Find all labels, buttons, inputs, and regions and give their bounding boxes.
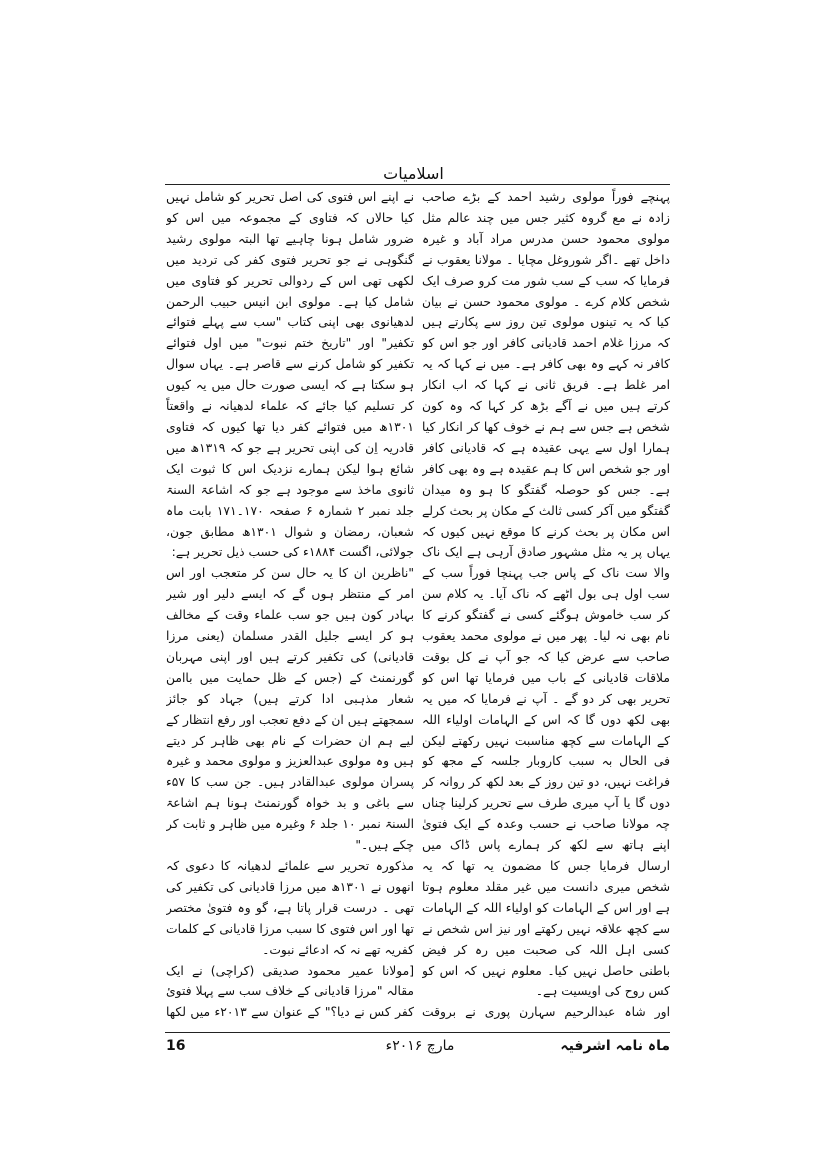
right-column bbox=[422, 187, 670, 1027]
footer-journal-name: ماہ نامہ اشرفیہ bbox=[560, 1038, 670, 1054]
footer-date: مارچ ۲۰۱۶ء bbox=[385, 1038, 455, 1054]
page-header: اسلامیات bbox=[383, 164, 444, 183]
quote-paragraph: "ناظرین ان کا یہ حال سن کر متعجب اور اس امر کے منتظر ہوں گے کہ ایسے دلیر اور شیر بہادر کون ہیں جو سب علماء وقت کے مخالف ہو کر ایسے جلیل القدر مسلمان (یعنی مرزا قادیانی) کی تکفیر کرتے ہیں اور اپنی مہربان گورنمنٹ کے (جس کے ظل حمایت میں باامن شعار مذہبی ادا کرتے ہیں) جہاد کو جائز سمجھتے ہیں ان کے دفع تعجب اور رفع انتظار کے لیے ہم ان حضرات کے نام بھی ظاہر کر دیتے ہیں وہ مولوی عبدالعزیز و مولوی محمد و غیرہ پسران مولوی عبدالقادر ہیں۔ جن سب کا ۵۷ء سے باغی و بد خواہ گورنمنٹ ہونا ہم اشاعۃ السنۃ نمبر ۱۰ جلد ۶ وغیرہ میں ظاہر و ثابت کر چکے ہیں۔" bbox=[166, 566, 414, 853]
paragraph: مذکورہ تحریر سے علمائے لدھیانہ کا دعوی کہ انھوں نے ۱۳۰۱ھ میں مرزا قادیانی کی تکفیر کی تھی ۔ درست قرار پاتا ہے، گو وہ فتویٰ مختصر تھا اور اس فتوی کا سبب مرزا قادیانی کے کلمات کفریہ تھے نہ کہ ادعائے نبوت۔ bbox=[166, 859, 414, 957]
left-column bbox=[166, 187, 414, 1027]
paragraph: پہنچے فوراً مولوی رشید احمد کے بڑے صاحب زادہ نے مع گروہ کثیر جس میں چند عالم مثل مولوی محمود حسن مدرس مراد آباد و غیرہ داخل تھے ۔اگر شوروغل مچایا ۔ مولانا یعقوب نے فرمایا کہ سب کے سب شور مت کرو صرف ایک شخص کلام کرے ۔ مولوی محمود حسن نے بیان کیا کہ یہ تینوں مولوی تین روز سے پکارتے ہیں کہ مرزا غلام احمد قادیانی کافر اور جو اس کو کافر نہ کہے وہ بھی کافر ہے۔ میں نے کہا کہ یہ امر غلط ہے۔ فریق ثانی نے کہا کہ اب انکار کرتے ہیں میں نے آگے بڑھ کر کہا کہ وہ کون شخص ہے جس سے ہم نے خوف کھا کر انکار کیا ہمارا اول سے یہی عقیدہ ہے کہ قادیانی کافر اور جو شخص اس کا ہم عقیدہ ہے وہ بھی کافر ہے۔ جس کو حوصلہ گفتگو کا ہو وہ میدان گفتگو میں آکر کسی ثالث کے مکان پر بحث کرلے اس مکان پر بحث کرنے کا موقع نہیں کیوں کہ یہاں پر یہ مثل مشہور صادق آرہی ہے ایک ناک والا ست ناک کے پاس جب پہنچا فوراً سب کے سب اول ہی بول اٹھے کہ ناک آیا۔ یہ کلام سن کر سب خاموش ہوگئے کسی نے گفتگو کرنے کا نام بھی نہ لیا۔ پھر میں نے مولوی محمد یعقوب صاحب سے عرض کیا کہ جو آپ نے کل بوقت ملاقات قادیانی کے باب میں فرمایا تھا اس کو تحریر بھی کر دو گے ۔ آپ نے فرمایا کہ میں یہ بھی لکھ دوں گا کہ اس کے الہامات اولیاء اللہ کے الہامات سے کچھ مناسبت نہیں رکھتے لیکن فی الحال بہ سبب کاروبار جلسہ کے مجھ کو فراغت نہیں، دو تین روز کے بعد لکھ کر روانہ کر دوں گا یا آپ میری طرف سے تحریر کرلینا چناں چہ مولانا صاحب نے حسب وعدہ کے ایک فتویٰ اپنے ہاتھ سے لکھ کر ہمارے پاس ڈاک میں ارسال فرمایا جس کا مضمون یہ تھا کہ یہ شخص میری دانست میں غیر مقلد معلوم ہوتا ہے اور اس کے الہامات کو اولیاء اللہ کے الہامات سے کچھ علاقہ نہیں رکھتے اور نیز اس شخص نے کسی اہل اللہ کی صحبت میں رہ کر فیض باطنی حاصل نہیں کیا۔ معلوم نہیں کہ اس کو کس روح کی اویسیت ہے۔ bbox=[422, 190, 670, 999]
paragraph: اور شاہ عبدالرحیم سہارن پوری نے بروقت bbox=[422, 1005, 670, 1020]
page-number: 16 bbox=[166, 1038, 186, 1054]
footer-rule bbox=[165, 1032, 670, 1033]
paragraph: نے اپنے اس فتوی کی اصل تحریر کو شامل نہیں کیا حالاں کہ فتاوی کے مجموعہ میں اس کو ضرور شامل ہونا چاہیے تھا البتہ مولوی رشید گنگوہی نے جو تحریر فتوی کفر کی تردید میں لکھی تھی اس کے ردوالی تحریر کو فتاوی میں شامل کیا ہے۔ مولوی ابن انیس حبیب الرحمن لدھیانوی بھی اپنی کتاب "سب سے پہلے فتوائے تکفیر" اور "تاریخ ختم نبوت" میں اول فتوائے تکفیر کو شامل کرنے سے قاصر ہے۔ یہاں سوال ہو سکتا ہے کہ ایسی صورت حال میں یہ کیوں کر تسلیم کیا جائے کہ علماء لدھیانہ نے واقعتاً ۱۳۰۱ھ میں فتوائے کفر دیا تھا کیوں کہ فتاوی قادریہ اِن کی اپنی تحریر ہے جو کہ ۱۳۱۹ھ میں شائع ہوا لیکن ہمارے نزدیک اس کا ثبوت ایک ثانوی ماخذ سے موجود ہے جو کہ اشاعۃ السنۃ جلد نمبر ۲ شمارہ ۶ صفحہ ۱۷۰۔۱۷۱ بابت ماہ شعبان، رمضان و شوال ۱۳۰۱ھ مطابق جون، جولائی، اگست ۱۸۸۴ء کی حسب ذیل تحریر ہے: bbox=[166, 190, 414, 560]
paragraph: [مولانا عمیر محمود صدیقی (کراچی) نے ایک مقالہ "مرزا قادیانی کے خلاف سب سے پہلا فتوئ کفر کس نے دیا؟" کے عنوان سے ۲۰۱۳ء میں لکھا bbox=[166, 963, 414, 1020]
header-rule bbox=[165, 184, 670, 185]
